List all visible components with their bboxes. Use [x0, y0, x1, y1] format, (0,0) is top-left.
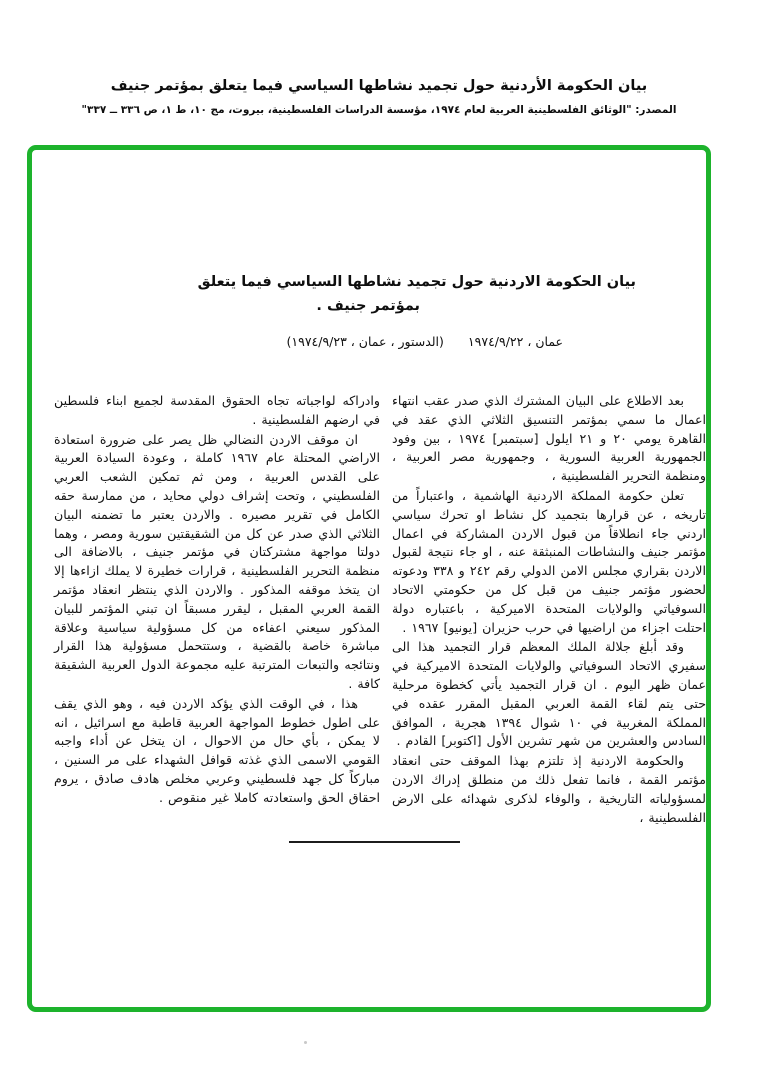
page-header	[0, 76, 758, 117]
dateline-place-date: عمان ، ١٩٧٤/٩/٢٢	[467, 334, 563, 349]
paragraph: والحكومة الاردنية إذ تلتزم بهذا الموقف حتى انعقاد مؤتمر القمة ، فانما تفعل ذلك من منطلق إدراك الاردن لمسؤولياته التاريخية ، والوفاء لذكرى شهدائه على الارض الفلسطينية ،	[392, 753, 706, 825]
paragraph: تعلن حكومة المملكة الاردنية الهاشمية ، واعتباراً من تاريخه ، عن قرارها بتجميد كل نشاط او تحرك سياسي اردني جاء انطلاقاً من قبول الاردن المشاركة في اعمال مؤتمر جنيف والنشاطات المنبثقة عنه ، او جاء نتيجة لقبول الاردن بقراري مجلس الامن الدولي رقم ٢٤٢ و ٣٣٨ ودعوته لحضور مؤتمر جنيف من قبل كل من حكومتي الاتحاد السوفياتي والولايات المتحدة الاميركية ، باعتباره دولة احتلت اجزاء من اراضيها في حرب حزيران [يونيو] ١٩٦٧ .	[392, 487, 706, 635]
dateline	[287, 334, 564, 349]
document-frame	[27, 145, 711, 1012]
body-columns	[53, 392, 706, 828]
divider-rule	[289, 841, 460, 843]
dateline-newspaper-ref: (الدستور ، عمان ، ١٩٧٤/٩/٢٣)	[286, 334, 444, 349]
paragraph: بعد الاطلاع على البيان المشترك الذي صدر عقب انتهاء اعمال ما سمي بمؤتمر التنسيق الثلاثي الذي عقد في القاهرة يومي ٢٠ و ٢١ ايلول [سبتمبر] ١٩٧٤ ، بين وفود الجمهورية العربية السورية ، وجمهورية مصر العربية ، ومنظمة التحرير الفلسطينية ،	[392, 393, 706, 484]
scan-artifact-speck	[304, 1041, 307, 1044]
column-right	[392, 392, 706, 828]
document-title-line2: بمؤتمر جنيف .	[316, 298, 420, 314]
document-title-line1: بيان الحكومة الاردنية حول تجميد نشاطها السياسي فيما يتعلق	[197, 274, 636, 290]
column-left	[54, 392, 380, 828]
paragraph: وقد أبلغ جلالة الملك المعظم قرار التجميد هذا الى سفيري الاتحاد السوفياتي والولايات المتحدة الاميركية في عمان ظهر اليوم . ان قرار التجميد يأتي كخطوة مرحلية حتى يتم لقاء القمة العربي المقبل المقرر عقده في المملكة المغربية في ١٠ شوال ١٣٩٤ هجرية ، الموافق السادس والعشرين من شهر تشرين الأول [اكتوبر] القادم .	[392, 639, 707, 749]
page-title: بيان الحكومة الأردنية حول تجميد نشاطها السياسي فيما يتعلق بمؤتمر جنيف	[110, 78, 648, 94]
document-title	[198, 270, 636, 318]
paragraph: وادراكه لواجباته تجاه الحقوق المقدسة لجميع ابناء فلسطين في ارضهم الفلسطينية .	[54, 393, 380, 427]
paragraph: ان موقف الاردن النضالي ظل يصر على ضرورة استعادة الاراضي المحتلة عام ١٩٦٧ كاملة ، وعودة السيادة العربية على القدس العربية ، ومن ثم تمكين الشعب العربي الفلسطيني ، وتحت إشراف دولي محايد ، من ممارسة حقه الكامل في تقرير مصيره . والاردن يعتبر ما تضمنه البيان الثلاثي الذي صدر عن كل من الشقيقتين سورية ومصر ، وهما دولتا مواجهة مشتركتان في مؤتمر جنيف ، بالاضافة الى منظمة التحرير الفلسطينية ، قرارات خطيرة لا يملك ازاءها إلا ان يتخذ موقفه المذكور . والاردن الذي ينتظر انعقاد مؤتمر القمة العربي المقبل ، ليقرر مسبقاً ان تبني المؤتمر للبيان المذكور سيعني اعفاءه من كل مسؤولية سياسية وعلاقة مباشرة خاصة بالقضية ، وستتحمل مسؤولية هذا القرار ونتائجه والتبعات المترتبة عليه مجموعة الدول العربية الشقيقة كافة .	[54, 431, 380, 691]
paragraph: هذا ، في الوقت الذي يؤكد الاردن فيه ، وهو الذي يقف على اطول خطوط المواجهة العربية قاطبة مع اسرائيل ، انه لا يمكن ، بأي حال من الاحوال ، ان يتخل عن أداء واجبه القومي الاسمى الذي غذته قوافل الشهداء على مر السنين ، مباركاً كل جهد فلسطيني وعربي مخلص هادف صادق ، يروم احقاق الحق واستعادته كاملا غير منقوص .	[54, 695, 380, 805]
source-citation: المصدر: "الوثائق الفلسطينية العربية لعام ١٩٧٤، مؤسسة الدراسات الفلسطينية، بيروت، مج ١٠، ط ١، ص ٣٣٦ ــ ٣٣٧"	[81, 104, 677, 116]
